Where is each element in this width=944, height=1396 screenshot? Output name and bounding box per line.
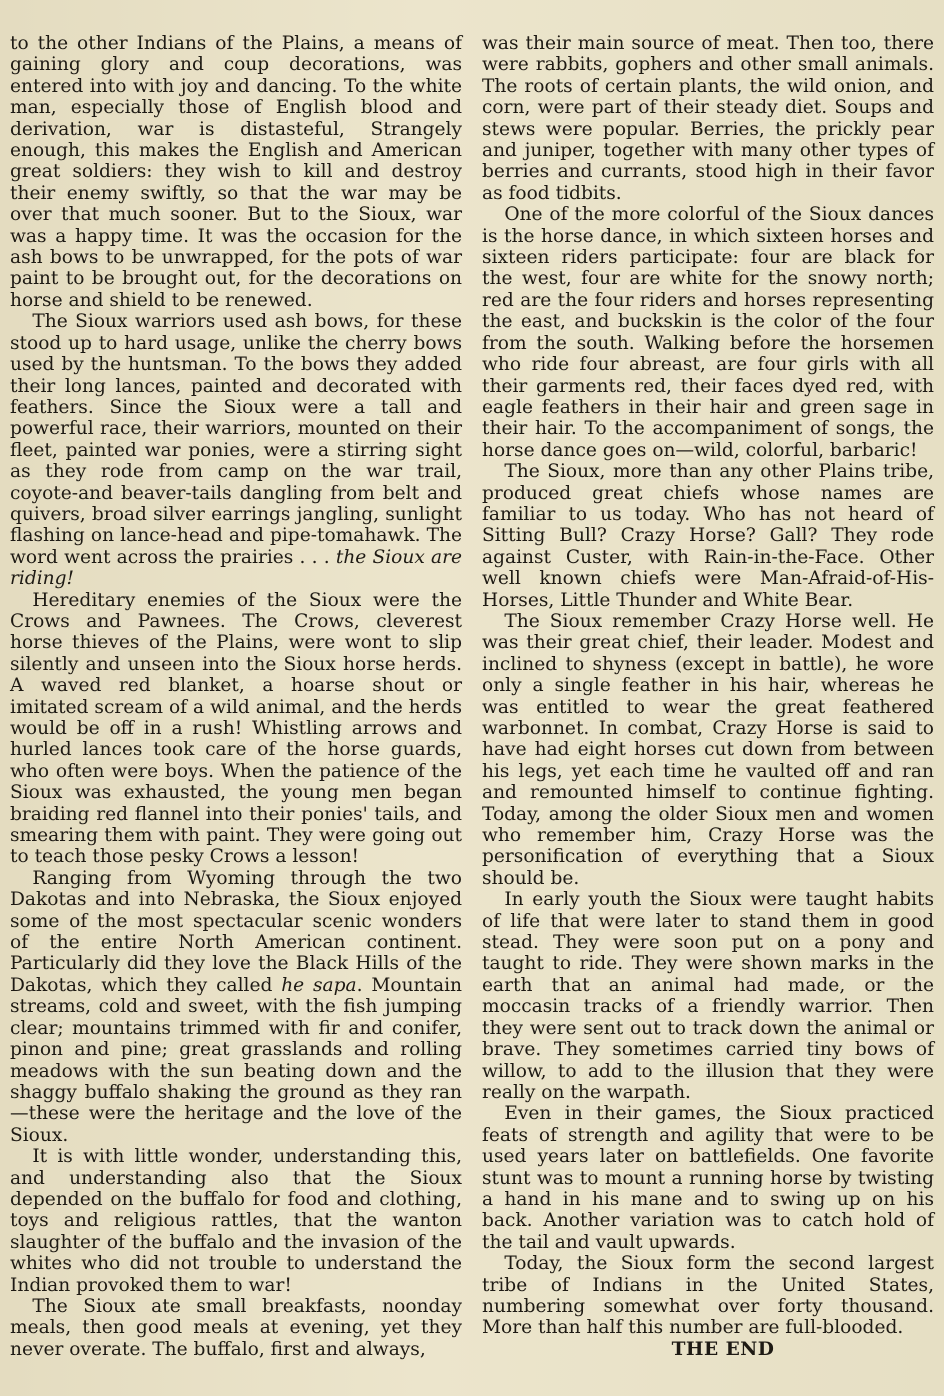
paragraph-text: The Sioux, more than any other Plains tribe, produced great chiefs whose names are familiar to us today. Who has not heard of Sitting Bull? Crazy Horse? Gall? They rode against Custer, with Rain-in-the-Face. Other well known chiefs were Man-Afraid-of-His-Horses, Little Thunder and White Bear. xyxy=(482,461,934,611)
paragraph-text: . Mountain streams, cold and sweet, with the fish jumping clear; mountains trimmed with fir and conifer, pinon and pine; great grasslands and rolling meadows with the sun beating down and the shaggy buffalo shaking the ground as they ran—these were the heritage and the love of the Sioux. xyxy=(10,974,462,1146)
paragraph-text: Today, the Sioux form the second largest tribe of Indians in the United States, numbering somewhat over forty thousand. More than half this number are full-blooded. xyxy=(482,1253,934,1339)
article-paragraph xyxy=(482,204,934,461)
paragraph-text: It is with little wonder, understanding this, and understanding also that the Sioux depended on the buffalo for food and clothing, toys and religious rattles, that the wanton slaughter of the buffalo and the invasion of the whites who did not trouble to understand the Indian provoked them to war! xyxy=(10,1146,462,1296)
paragraph-text: The Sioux remember Crazy Horse well. He was their great chief, their leader. Modest and inclined to shyness (except in battle), he wore only a single feather in his hair, whereas he was entitled to wear the great feathered warbonnet. In combat, Crazy Horse is said to have had eight horses cut down from between his legs, yet each time he vaulted off and ran and remounted himself to continue fighting. Today, among the older Sioux men and women who remember him, Crazy Horse was the personification of everything that a Sioux should be. xyxy=(482,610,934,889)
article-paragraph xyxy=(10,33,462,311)
paragraph-text: Even in their games, the Sioux practiced feats of strength and agility that were to be used years later on battlefields. One favorite stunt was to mount a running horse by twisting a hand in his mane and to swing up on his back. Another variation was to catch hold of the tail and vault upwards. xyxy=(482,1103,934,1253)
article-paragraph xyxy=(482,33,934,204)
left-column xyxy=(10,33,462,1360)
paragraph-text: Hereditary enemies of the Sioux were the Crows and Pawnees. The Crows, cleverest horse thieves of the Plains, were wont to slip silently and unseen into the Sioux horse herds. A waved red blanket, a hoarse shout or imitated scream of a wild animal, and the herds would be off in a rush! Whistling arrows and hurled lances took care of the horse guards, who often were boys. When the patience of the Sioux was exhausted, the young men began braiding red flannel into their ponies' tails, and smearing them with paint. They were going out to teach those pesky Crows a lesson! xyxy=(10,589,462,868)
the-end-label: THE END xyxy=(671,1338,775,1360)
paragraph-text: Ranging from Wyoming through the two Dakotas and into Nebraska, the Sioux enjoyed some of the most spectacular scenic wonders of the entire North American continent. Particularly did they love the Black Hills of the Dakotas, which they called xyxy=(10,867,462,996)
paragraph-text: was their main source of meat. Then too, there were rabbits, gophers and other small animals. The roots of certain plants, the wild onion, and corn, were part of their steady diet. Soups and stews were popular. Berries, the prickly pear and juniper, together with many other types of berries and currants, stood high in their favor as food tidbits. xyxy=(482,33,934,204)
article-paragraph xyxy=(482,1103,934,1253)
article-paragraph xyxy=(482,461,934,611)
paragraph-text: In early youth the Sioux were taught habits of life that were later to stand them in good stead. They were soon put on a pony and taught to ride. They were shown marks in the earth that an animal had made, or the moccasin tracks of a friendly warrior. Then they were sent out to track down the animal or brave. They sometimes carried tiny bows of willow, to add to the illusion that they were really on the warpath. xyxy=(482,889,934,1103)
paragraph-text: The Sioux warriors used ash bows, for these stood up to hard usage, unlike the cherry bows used by the huntsman. To the bows they added their long lances, painted and decorated with feathers. Since the Sioux were a tall and powerful race, their warriors, mounted on their fleet, painted war ponies, were a stirring sight as they rode from camp on the war trail, coyote-and beaver-tails dangling from belt and quivers, broad silver earrings jangling, sunlight flashing on lance-head and pipe-tomahawk. The word went across the prairies . . . xyxy=(10,311,462,568)
article-paragraph xyxy=(10,1296,462,1360)
article-paragraph xyxy=(10,590,462,868)
right-column xyxy=(482,33,934,1360)
article-paragraph xyxy=(482,1253,934,1339)
article-paragraph xyxy=(10,868,462,1146)
paragraph-text: One of the more colorful of the Sioux dances is the horse dance, in which sixteen horses and sixteen riders participate: four are black for the west, four are white for the snowy north; red are the four riders and horses representing the east, and buckskin is the color of the four from the south. Walking before the horsemen who ride four abreast, are four girls with all their garments red, their faces dyed red, with eagle feathers in their hair and green sage in their hair. To the accompaniment of songs, the horse dance goes on—wild, colorful, barbaric! xyxy=(482,204,934,461)
article-paragraph xyxy=(482,889,934,1103)
article-paragraph xyxy=(482,611,934,889)
italic-text: he sapa xyxy=(281,974,357,996)
paragraph-text: The Sioux ate small breakfasts, noonday meals, then good meals at evening, yet they never overate. The buffalo, first and always, xyxy=(10,1295,462,1360)
paragraph-text: to the other Indians of the Plains, a means of gaining glory and coup decorations, was entered into with joy and dancing. To the white man, especially those of English blood and derivation, war is distasteful, Strangely enough, this makes the English and American great soldiers: they wish to kill and destroy their enemy swiftly, so that the war may be over that much sooner. But to the Sioux, war was a happy time. It was the occasion for the ash bows to be unwrapped, for the pots of war paint to be brought out, for the decorations on horse and shield to be renewed. xyxy=(10,33,462,311)
article-paragraph xyxy=(10,1146,462,1296)
article-paragraph xyxy=(10,311,462,589)
italic-text: the Sioux are riding! xyxy=(10,546,462,590)
